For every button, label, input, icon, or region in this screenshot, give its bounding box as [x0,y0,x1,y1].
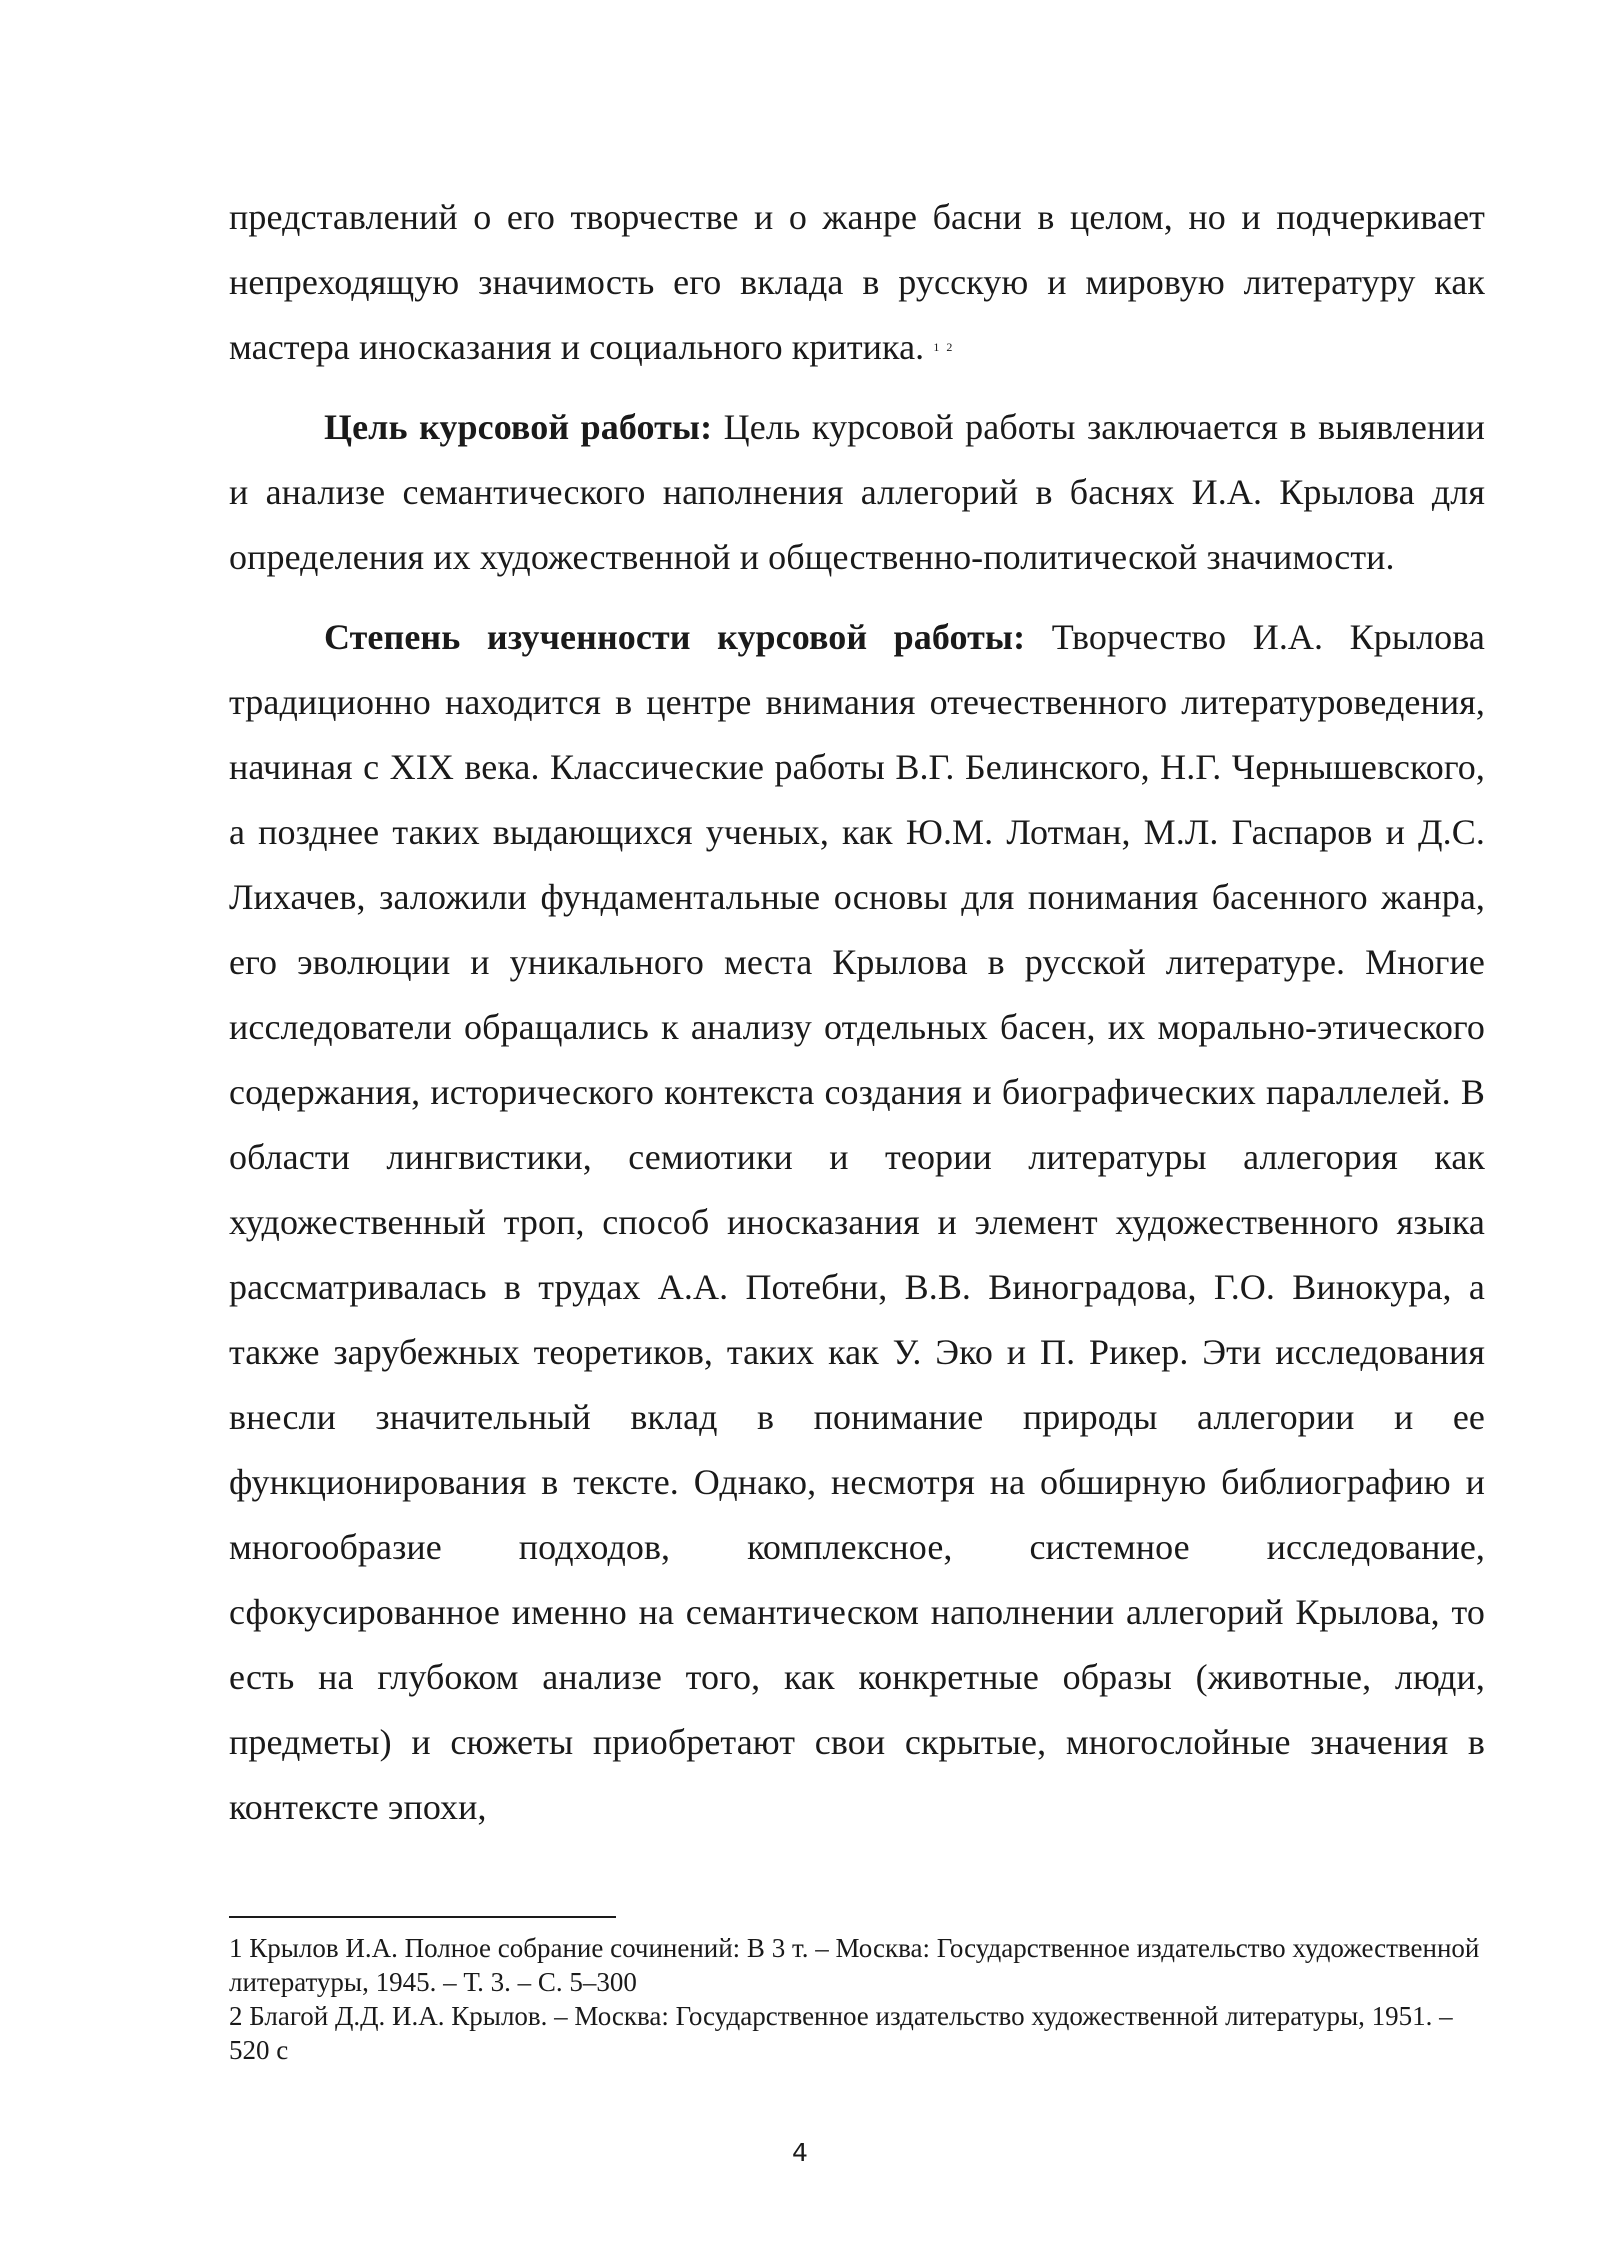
footnote-1: 1 Крылов И.А. Полное собрание сочинений: В 3 т. – Москва: Государственное издательство художественной литературы, 1945. – Т. 3. – С. 5–300 [229,1933,1480,1997]
paragraph-intro-continuation [229,185,1485,380]
paragraph-text: представлений о его творчестве и о жанре басни в целом, но и подчеркивает непреходящую значимость его вклада в русскую и мировую литературу как мастера иносказания и социального критика. [229,197,1485,367]
footnote-reference-marks: 1 2 [933,340,955,354]
page-number: 4 [792,2138,808,2167]
paragraph-degree-of-study [229,605,1485,1840]
paragraph-goal [229,395,1485,590]
paragraph-heading-goal: Цель курсовой работы: [324,407,713,447]
document-body [229,185,1485,1840]
footnote-2: 2 Благой Д.Д. И.А. Крылов. – Москва: Государственное издательство художественной литературы, 1951. – 520 с [229,2001,1453,2065]
footnote-separator [229,1916,616,1918]
footnotes-section [229,1931,1485,2067]
paragraph-text: Цель курсовой работы заключается в выявлении и анализе семантического наполнения аллегорий в баснях И.А. Крылова для определения их художественной и общественно-политической значимости. [229,407,1485,577]
paragraph-text: Творчество И.А. Крылова традиционно находится в центре внимания отечественного литературоведения, начиная с XIX века. Классические работы В.Г. Белинского, Н.Г. Чернышевского, а позднее таких выдающихся ученых, как Ю.М. Лотман, М.Л. Гаспаров и Д.С. Лихачев, заложили фундаментальные основы для понимания басенного жанра, его эволюции и уникального места Крылова в русской литературе. Многие исследователи обращались к анализу отдельных басен, их морально-этического содержания, исторического контекста создания и биографических параллелей. В области лингвистики, семиотики и теории литературы аллегория как художественный троп, способ иносказания и элемент художественного языка рассматривалась в трудах А.А. Потебни, В.В. Виноградова, Г.О. Винокура, а также зарубежных теоретиков, таких как У. Эко и П. Рикер. Эти исследования внесли значительный вклад в понимание природы аллегории и ее функционирования в тексте. Однако, несмотря на обширную библиографию и многообразие подходов, комплексное, системное исследование, сфокусированное именно на семантическом наполнении аллегорий Крылова, то есть на глубоком анализе того, как конкретные образы (животные, люди, предметы) и сюжеты приобретают свои скрытые, многослойные значения в контексте эпохи, [229,617,1485,1827]
paragraph-heading-degree-of-study: Степень изученности курсовой работы: [324,617,1026,657]
